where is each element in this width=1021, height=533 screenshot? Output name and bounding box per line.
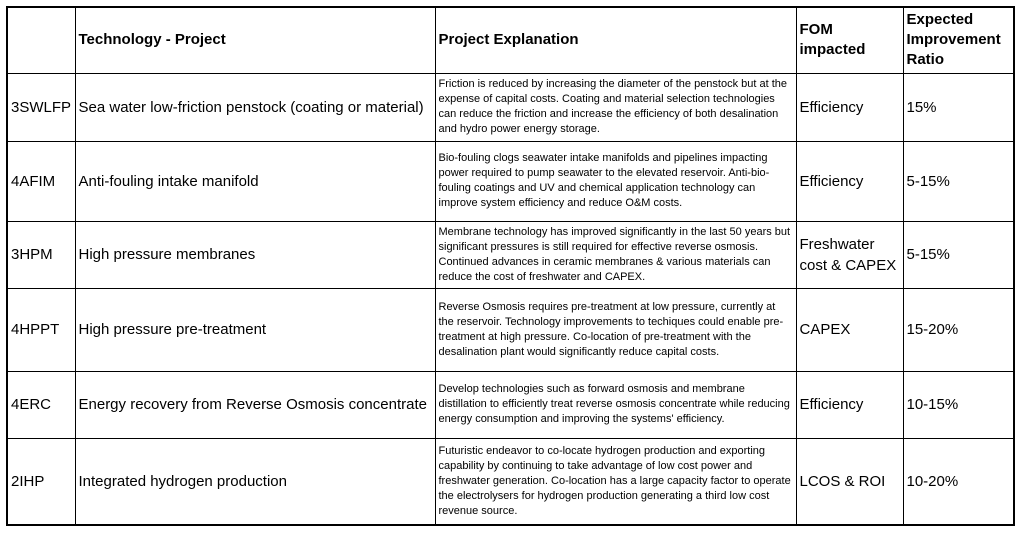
row-ratio: 5-15% (903, 221, 1014, 288)
table-row (7, 438, 1014, 525)
row-fom: Efficiency (796, 371, 903, 438)
row-ratio: 15% (903, 73, 1014, 141)
row-fom: LCOS & ROI (796, 438, 903, 525)
row-ratio: 10-15% (903, 371, 1014, 438)
row-technology: Energy recovery from Reverse Osmosis concentrate (75, 371, 435, 438)
table-row (7, 141, 1014, 221)
row-fom: Efficiency (796, 73, 903, 141)
row-fom: Freshwater cost & CAPEX (796, 221, 903, 288)
row-id: 3HPM (7, 221, 75, 288)
table-row (7, 221, 1014, 288)
header-row (7, 7, 1014, 73)
row-technology: High pressure membranes (75, 221, 435, 288)
header-technology: Technology - Project (75, 7, 435, 73)
table-row (7, 73, 1014, 141)
header-id (7, 7, 75, 73)
row-id: 2IHP (7, 438, 75, 525)
row-explanation: Develop technologies such as forward osmosis and membrane distillation to efficiently treat reverse osmosis concentrate while reducing energy consumption and improving the systems' efficiency. (435, 371, 796, 438)
row-technology: Sea water low-friction penstock (coating or material) (75, 73, 435, 141)
row-id: 3SWLFP (7, 73, 75, 141)
header-explanation: Project Explanation (435, 7, 796, 73)
technology-projects-table (6, 6, 1015, 526)
row-fom: Efficiency (796, 141, 903, 221)
row-technology: Anti-fouling intake manifold (75, 141, 435, 221)
row-id: 4AFIM (7, 141, 75, 221)
row-explanation: Futuristic endeavor to co-locate hydrogen production and exporting capability by continuing to take advantage of low cost power and freshwater generation. Co-location has a large capacity factor to operate the electrolysers for hydrogen production generating a third low cost revenue source. (435, 438, 796, 525)
row-fom: CAPEX (796, 288, 903, 371)
header-fom: FOM impacted (796, 7, 903, 73)
header-ratio: Expected Improvement Ratio (903, 7, 1014, 73)
row-explanation: Reverse Osmosis requires pre-treatment at low pressure, currently at the reservoir. Technology improvements to techiques could enable pre-treatment at high pressure. Co-location of pre-treatment with the desalination plant would significantly reduce capital costs. (435, 288, 796, 371)
row-id: 4ERC (7, 371, 75, 438)
row-explanation: Bio-fouling clogs seawater intake manifolds and pipelines impacting power required to pump seawater to the elevated reservoir. Anti-bio-fouling coatings and UV and chemical application technology can improve system efficiency and reduce O&M costs. (435, 141, 796, 221)
table-row (7, 371, 1014, 438)
row-technology: Integrated hydrogen production (75, 438, 435, 525)
row-explanation: Friction is reduced by increasing the diameter of the penstock but at the expense of capital costs. Coating and material selection technologies can reduce the friction and increase the efficiency of both desalination and hydro power energy storage. (435, 73, 796, 141)
row-ratio: 15-20% (903, 288, 1014, 371)
row-ratio: 5-15% (903, 141, 1014, 221)
row-explanation: Membrane technology has improved significantly in the last 50 years but significant pressures is still required for effective reverse osmosis. Continued advances in ceramic membranes & various materials can reduce the cost of freshwater and CAPEX. (435, 221, 796, 288)
row-ratio: 10-20% (903, 438, 1014, 525)
row-technology: High pressure pre-treatment (75, 288, 435, 371)
row-id: 4HPPT (7, 288, 75, 371)
table-row (7, 288, 1014, 371)
